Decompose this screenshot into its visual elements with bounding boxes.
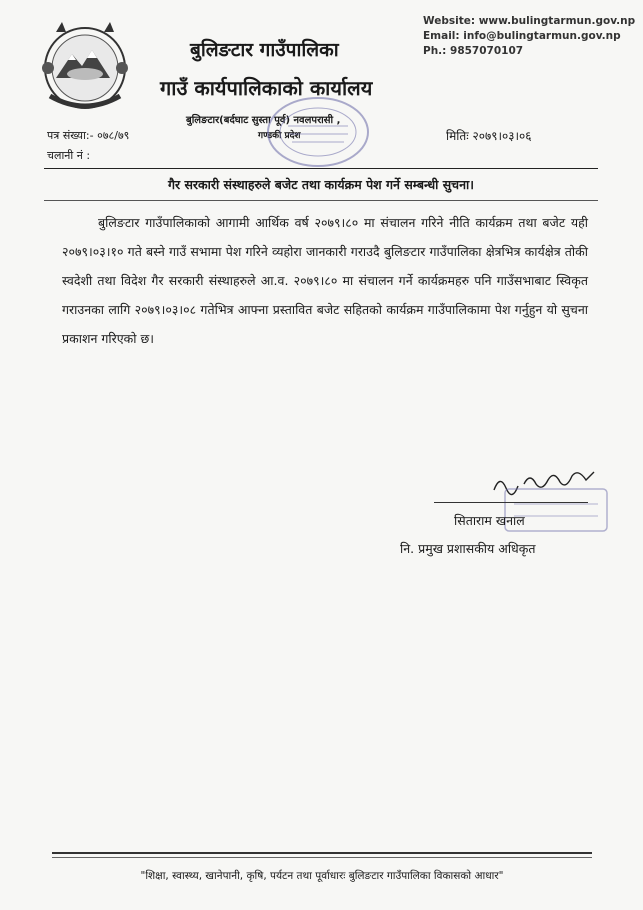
website-value: www.bulingtarmun.gov.np: [478, 15, 636, 27]
email-row: [423, 29, 635, 44]
footer-divider-thick: [52, 852, 592, 854]
date-value: २०७९।०३।०६: [472, 129, 532, 143]
subject-divider: [44, 200, 598, 201]
office-name: बुलिङटार गाउँपालिका: [190, 39, 339, 61]
phone-value: 9857070107: [450, 45, 524, 57]
contact-block: [423, 14, 635, 59]
reference-number: [47, 128, 129, 143]
nepal-emblem-icon: [36, 20, 134, 112]
letter-subject: गैर सरकारी संस्थाहरुले बजेट तथा कार्यक्रम पेश गर्ने सम्बन्धी सुचना।: [167, 177, 475, 192]
website-label: Website:: [423, 15, 476, 27]
signatory-name: सिताराम खनाल: [454, 513, 525, 528]
office-seal-stamp-icon: [262, 92, 374, 172]
phone-row: [423, 44, 635, 59]
email-value: info@bulingtarmun.gov.np: [463, 30, 621, 42]
signatory-title: नि. प्रमुख प्रशासकीय अधिकृत: [400, 541, 536, 556]
date-label: मितिः: [446, 129, 469, 143]
signature-line: [434, 502, 588, 503]
reference-label: पत्र संख्या:-: [47, 129, 94, 142]
footer-divider-thin: [52, 857, 592, 858]
footer-motto: "शिक्षा, स्वास्थ्य, खानेपानी, कृषि, पर्यटन तथा पूर्वाधारः बुलिङटार गाउँपालिका विकासको आधार": [140, 870, 504, 882]
address-line-1: बुलिङटार(बर्दघाट सुस्ता पूर्व) नवलपरासी ,: [186, 115, 341, 126]
chalani-number: चलानी नं :: [47, 149, 91, 162]
email-label: Email:: [423, 30, 460, 42]
header-divider: [44, 168, 598, 169]
address-line-2: गण्डकी प्रदेश: [258, 131, 301, 141]
website-row: [423, 14, 635, 29]
reference-value: ०७८/७९: [97, 129, 130, 142]
office-subtitle: गाउँ कार्यपालिकाको कार्यालय: [160, 76, 373, 100]
phone-label: Ph.:: [423, 45, 447, 57]
letter-body: बुलिङटार गाउँपालिकाको आगामी आर्थिक वर्ष २०७९।८० मा संचालन गरिने नीति कार्यक्रम तथा बजेट यही २०७९।०३।१० गते बस्ने गाउँ सभामा पेश गरिने व्यहोरा जानकारी गराउदै बुलिङटार गाउँपालिका क्षेत्रभित्र कार्यक्षेत्र तोकी स्वदेशी तथा विदेश गैर सरकारी संस्थाहरुले आ.व. २०७९।८० मा संचालन गर्ने कार्यक्रमहरु पनि गाउँसभाबाट स्विकृत गराउनका लागि २०७९।०३।०८ गतेभित्र आफ्ना प्रस्तावित बजेट सहितको कार्यक्रम गाउँपालिकामा पेश गर्नुहुन यो सुचना प्रकाशन गरिएको छ।: [62, 215, 588, 346]
letter-date: [446, 127, 532, 144]
